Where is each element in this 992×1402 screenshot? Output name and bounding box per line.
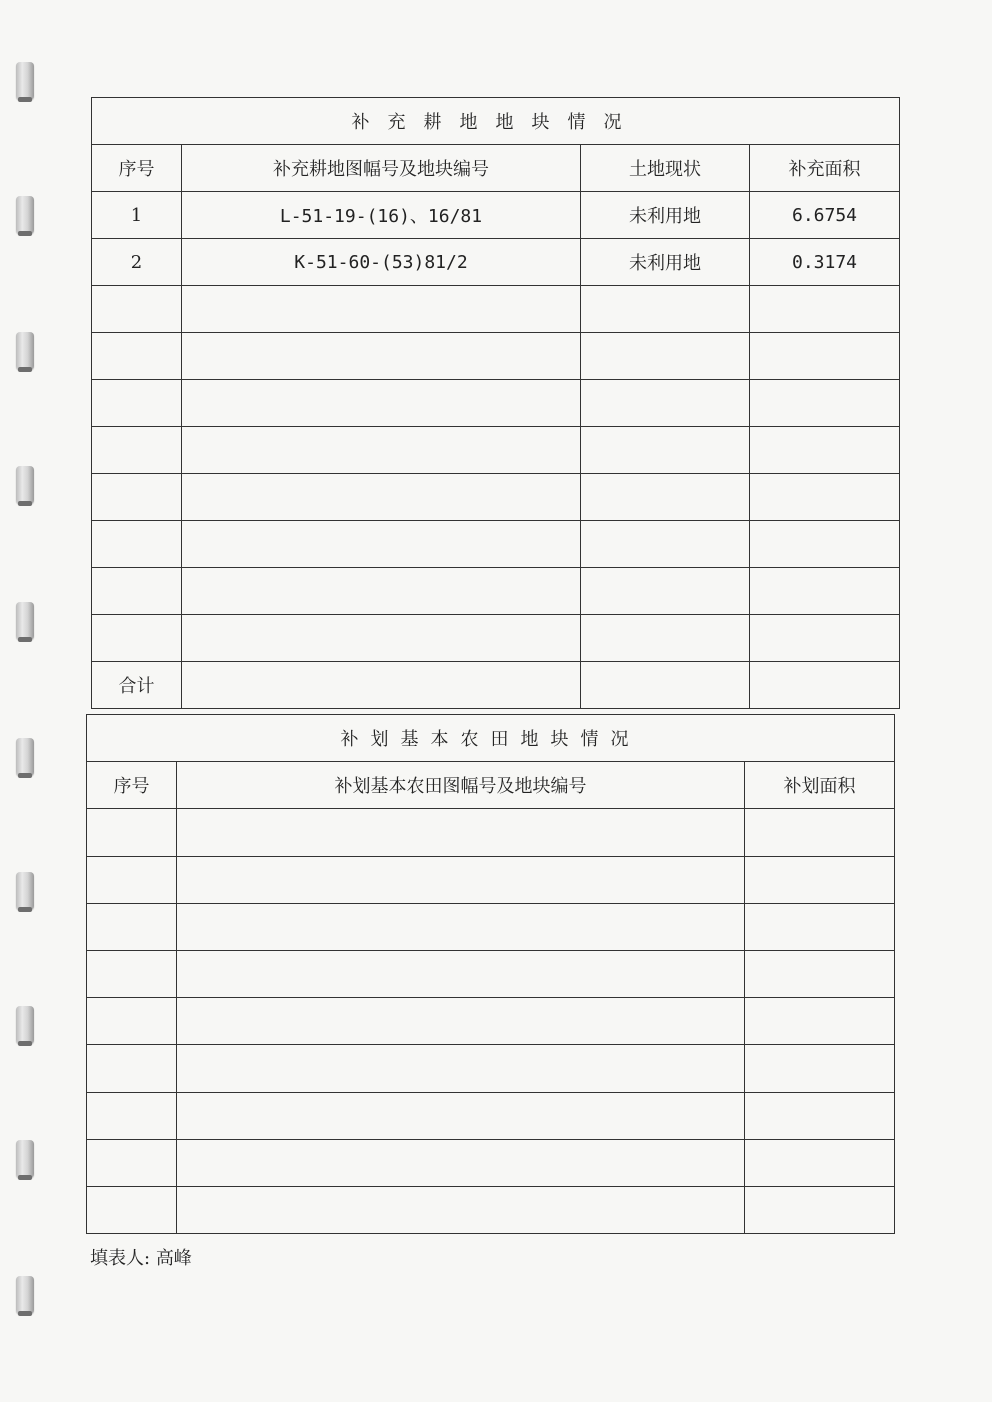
table-cell bbox=[92, 521, 182, 568]
table-cell bbox=[581, 286, 750, 333]
table-cell bbox=[182, 615, 581, 662]
table-cell: L-51-19-(16)、16/81 bbox=[182, 192, 581, 239]
table-cell bbox=[750, 568, 900, 615]
table-cell bbox=[182, 521, 581, 568]
table-cell bbox=[87, 1045, 177, 1092]
table-row bbox=[92, 192, 900, 239]
binder-hole bbox=[16, 332, 34, 370]
table-cell bbox=[182, 380, 581, 427]
table-cell bbox=[581, 333, 750, 380]
table-cell bbox=[177, 903, 745, 950]
filler-label: 填表人: bbox=[90, 1248, 151, 1269]
table-row bbox=[92, 615, 900, 662]
table-cell bbox=[92, 427, 182, 474]
binder-hole bbox=[16, 1140, 34, 1178]
table-row bbox=[87, 1186, 895, 1233]
header-cell: 补划基本农田图幅号及地块编号 bbox=[177, 762, 745, 809]
table-cell bbox=[177, 1045, 745, 1092]
table-cell bbox=[177, 1139, 745, 1186]
supplementary-farmland-table bbox=[91, 97, 900, 709]
table-row bbox=[87, 1139, 895, 1186]
section-title: 补划基本农田地块情况 bbox=[87, 715, 895, 762]
filler-signature bbox=[90, 1244, 192, 1270]
table-cell bbox=[177, 856, 745, 903]
table-row bbox=[87, 1092, 895, 1139]
table-row bbox=[92, 380, 900, 427]
binder-holes bbox=[16, 0, 40, 1402]
table-cell bbox=[177, 809, 745, 856]
basic-farmland-table bbox=[86, 714, 895, 1234]
table-cell bbox=[182, 333, 581, 380]
table-row bbox=[87, 903, 895, 950]
binder-hole bbox=[16, 466, 34, 504]
header-cell: 补划面积 bbox=[745, 762, 895, 809]
table-cell bbox=[581, 427, 750, 474]
binder-hole bbox=[16, 872, 34, 910]
table-cell bbox=[745, 903, 895, 950]
table-row bbox=[87, 950, 895, 997]
table-cell bbox=[745, 998, 895, 1045]
table-row bbox=[87, 856, 895, 903]
table-cell bbox=[750, 615, 900, 662]
table-cell: 未利用地 bbox=[581, 192, 750, 239]
total-label: 合计 bbox=[92, 662, 182, 709]
table-cell bbox=[182, 286, 581, 333]
total-row bbox=[92, 662, 900, 709]
table-cell bbox=[92, 568, 182, 615]
table-cell bbox=[581, 615, 750, 662]
table-cell bbox=[182, 427, 581, 474]
header-cell: 补充面积 bbox=[750, 145, 900, 192]
table-row bbox=[92, 568, 900, 615]
table-cell bbox=[745, 1092, 895, 1139]
binder-hole bbox=[16, 738, 34, 776]
table-cell bbox=[581, 662, 750, 709]
binder-hole bbox=[16, 1276, 34, 1314]
table-cell bbox=[92, 380, 182, 427]
table-cell bbox=[87, 1139, 177, 1186]
table-cell bbox=[745, 1045, 895, 1092]
section-title: 补充耕地地块情况 bbox=[92, 98, 900, 145]
table-cell bbox=[750, 427, 900, 474]
table-cell bbox=[92, 615, 182, 662]
table-row bbox=[87, 809, 895, 856]
table-cell bbox=[177, 950, 745, 997]
table-cell bbox=[745, 1186, 895, 1233]
table-row bbox=[87, 1045, 895, 1092]
table-cell bbox=[745, 856, 895, 903]
table-cell bbox=[87, 1186, 177, 1233]
table-row bbox=[92, 521, 900, 568]
table-cell bbox=[87, 903, 177, 950]
binder-hole bbox=[16, 62, 34, 100]
header-cell: 序号 bbox=[92, 145, 182, 192]
table-cell bbox=[750, 286, 900, 333]
table-cell: K-51-60-(53)81/2 bbox=[182, 239, 581, 286]
table-header-row bbox=[87, 762, 895, 809]
table-cell bbox=[177, 998, 745, 1045]
header-cell: 序号 bbox=[87, 762, 177, 809]
table-cell bbox=[177, 1092, 745, 1139]
table-cell bbox=[182, 474, 581, 521]
filler-name: 高峰 bbox=[155, 1248, 192, 1269]
table-title-row bbox=[87, 715, 895, 762]
table-cell bbox=[750, 333, 900, 380]
table-cell bbox=[581, 568, 750, 615]
table-header-row bbox=[92, 145, 900, 192]
table-row bbox=[92, 286, 900, 333]
table-cell bbox=[745, 1139, 895, 1186]
table-cell bbox=[750, 521, 900, 568]
binder-hole bbox=[16, 196, 34, 234]
binder-hole bbox=[16, 1006, 34, 1044]
table-cell bbox=[581, 474, 750, 521]
table-title-row bbox=[92, 98, 900, 145]
table-cell: 1 bbox=[92, 192, 182, 239]
table-cell bbox=[750, 474, 900, 521]
table-cell: 未利用地 bbox=[581, 239, 750, 286]
table-row bbox=[92, 333, 900, 380]
table-cell bbox=[87, 998, 177, 1045]
table-cell bbox=[177, 1186, 745, 1233]
table-cell bbox=[92, 474, 182, 521]
table-cell bbox=[92, 286, 182, 333]
table-cell bbox=[182, 662, 581, 709]
table-cell bbox=[87, 1092, 177, 1139]
table-cell bbox=[750, 380, 900, 427]
table-cell bbox=[92, 333, 182, 380]
table-row bbox=[92, 474, 900, 521]
table-cell bbox=[87, 856, 177, 903]
table-cell: 6.6754 bbox=[750, 192, 900, 239]
header-cell: 补充耕地图幅号及地块编号 bbox=[182, 145, 581, 192]
table-cell bbox=[745, 950, 895, 997]
table-cell bbox=[750, 662, 900, 709]
table-cell: 2 bbox=[92, 239, 182, 286]
header-cell: 土地现状 bbox=[581, 145, 750, 192]
table-row bbox=[92, 427, 900, 474]
table-cell bbox=[581, 380, 750, 427]
table-cell bbox=[182, 568, 581, 615]
table-cell: 0.3174 bbox=[750, 239, 900, 286]
table-cell bbox=[581, 521, 750, 568]
table-row bbox=[87, 998, 895, 1045]
table-cell bbox=[87, 809, 177, 856]
binder-hole bbox=[16, 602, 34, 640]
table-row bbox=[92, 239, 900, 286]
table-cell bbox=[87, 950, 177, 997]
table-cell bbox=[745, 809, 895, 856]
